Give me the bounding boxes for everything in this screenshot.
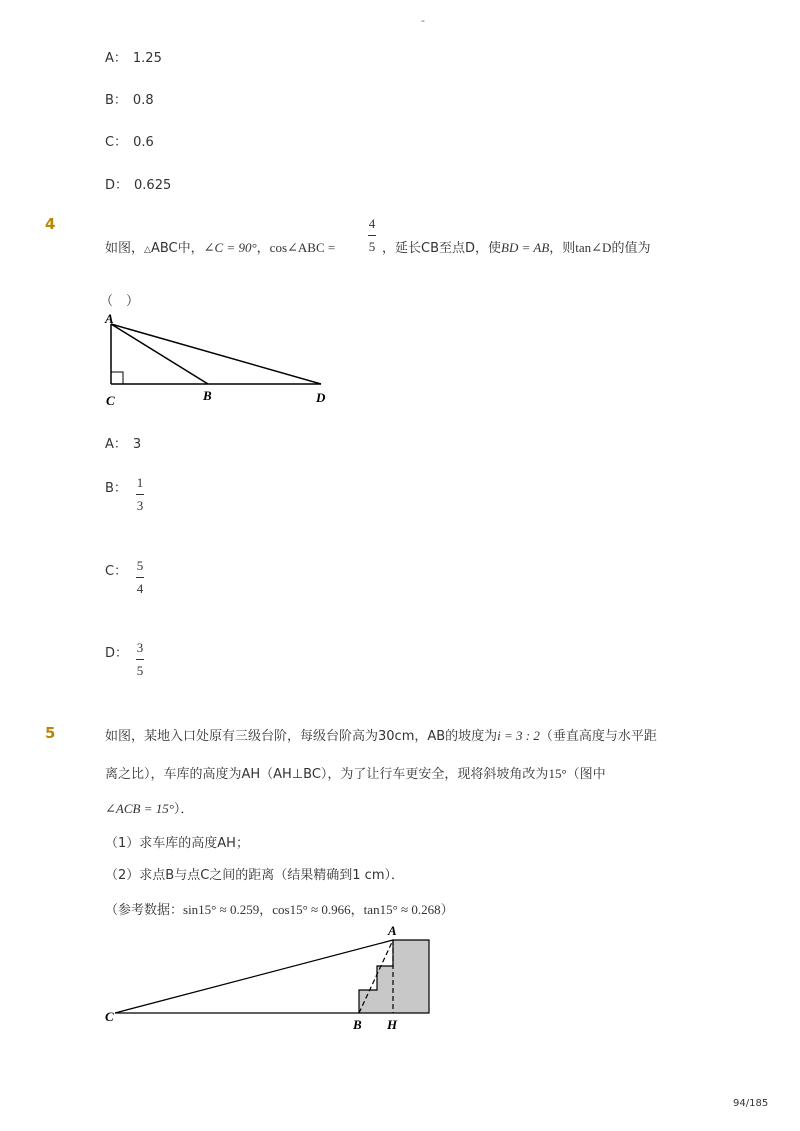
fraction-bar [136, 659, 144, 660]
fraction-denominator: 5 [368, 239, 376, 254]
q4-figure [100, 308, 340, 408]
q4-number: 4 [45, 215, 56, 233]
q4-stem [105, 237, 335, 256]
fraction-bar [136, 577, 144, 578]
page-number: 94/185 [733, 1098, 769, 1109]
q4-option-a[interactable] [105, 433, 141, 452]
fraction-numerator: 3 [136, 640, 144, 655]
q4-text-d: ，则 [549, 241, 576, 256]
q4-option-c[interactable] [105, 560, 127, 579]
q5-line2 [105, 763, 606, 782]
segment-ad [111, 324, 321, 384]
label-b: B [203, 388, 212, 403]
q5-reference-data [105, 899, 454, 918]
option-label: B： [105, 481, 127, 496]
option-label: D： [105, 178, 129, 193]
q5-slope-ratio: i = 3 : 2 [497, 728, 540, 743]
fraction-denominator: 3 [136, 498, 144, 513]
q3-option-d[interactable] [105, 174, 171, 193]
q4-math-bd: BD = AB [501, 240, 550, 255]
q5-ref-open: （参考数据： [105, 903, 184, 918]
option-label: C： [105, 135, 128, 150]
q3-option-c[interactable] [105, 131, 154, 150]
q5-line2-tail: （图中 [566, 767, 606, 782]
q4-option-d-fraction [132, 641, 148, 678]
q4-math-c: ∠C = 90° [203, 240, 257, 255]
q5-angle: 15° [548, 766, 567, 781]
fraction-denominator: 5 [136, 663, 144, 678]
q5-number: 5 [45, 724, 56, 742]
fraction-numerator: 4 [368, 216, 376, 231]
triangle-symbol: △ [144, 245, 151, 255]
option-label: A： [105, 437, 127, 452]
fraction-numerator: 1 [136, 475, 144, 490]
q5-line1-tail: （垂直高度与水平距 [539, 729, 657, 744]
option-value: 0.6 [133, 135, 154, 150]
q5-line1 [105, 725, 657, 744]
q4-sep1: ， [256, 241, 270, 256]
q4-option-b-fraction [132, 476, 148, 513]
q4-answer-paren: （ ） [100, 294, 140, 309]
fraction-bar [136, 494, 144, 495]
q5-line3-tail: ）． [173, 802, 194, 817]
q5-ref-values: sin15° ≈ 0.259，cos15° ≈ 0.966，tan15° ≈ 0.268 [183, 902, 441, 917]
q5-part2: （2）求点B与点C之间的距离（结果精确到1 cm）． [105, 868, 404, 883]
q5-line1-text: 如图，某地入口处原有三级台阶，每级台阶高为30cm，AB的坡度为 [105, 729, 498, 744]
option-label: A： [105, 51, 127, 66]
q4-text-b: ABC中， [150, 241, 204, 256]
q4-option-b[interactable] [105, 477, 127, 496]
q4-option-c-fraction [132, 559, 148, 596]
option-label: C： [105, 564, 128, 579]
q5-ref-close: ） [440, 903, 454, 918]
label-c: C [106, 393, 115, 408]
q4-stem-tail [382, 237, 650, 256]
q5-part1: （1）求车库的高度AH； [105, 836, 249, 851]
q4-text-a: 如图， [105, 241, 145, 256]
q4-option-d[interactable] [105, 642, 128, 661]
label-a: A [388, 923, 397, 938]
garage-wall-fill [359, 940, 429, 1013]
label-a: A [105, 311, 114, 326]
q3-option-b[interactable] [105, 89, 154, 108]
label-b: B [353, 1017, 362, 1032]
option-value: 3 [132, 437, 142, 452]
segment-ab [111, 324, 208, 384]
q5-figure [100, 920, 440, 1035]
option-label: D： [105, 646, 129, 661]
option-value: 1.25 [132, 51, 162, 66]
q4-math-tan: tan∠D [575, 240, 612, 255]
fraction-denominator: 4 [136, 581, 144, 596]
label-h: H [387, 1017, 398, 1032]
header-mark: - [421, 14, 425, 27]
q4-text-c: ，延长CB至点D，使 [382, 241, 502, 256]
q5-angle-acb: ∠ACB = 15° [105, 801, 174, 816]
fraction-numerator: 5 [136, 558, 144, 573]
segment-ca [115, 940, 393, 1013]
fraction-bar [368, 235, 376, 236]
option-label: B： [105, 93, 127, 108]
q4-cos-fraction [364, 217, 380, 254]
option-value: 0.625 [134, 178, 172, 193]
q5-line3 [105, 798, 193, 817]
q5-line2-text: 离之比），车库的高度为AH（AH⊥BC），为了让行车更安全，现将斜坡角改为 [105, 767, 549, 782]
option-value: 0.8 [132, 93, 154, 108]
q4-text-e: 的值为 [611, 241, 651, 256]
q3-option-a[interactable] [105, 47, 162, 66]
right-angle-mark [111, 372, 123, 384]
label-c: C [105, 1009, 114, 1024]
q4-math-cos: cos∠ABC = [269, 240, 336, 255]
label-d: D [316, 390, 326, 405]
